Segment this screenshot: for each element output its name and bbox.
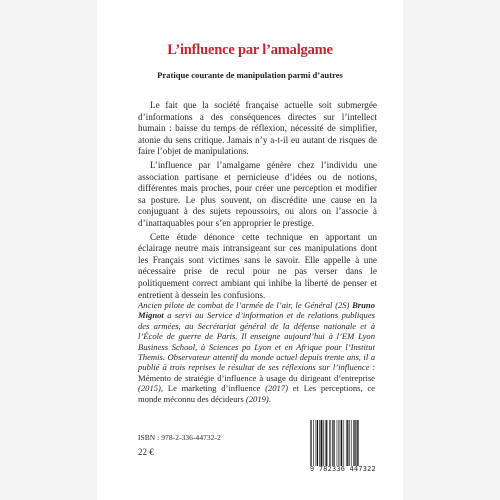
author-bio [138,300,375,404]
price: 22 € [138,447,154,457]
back-cover [97,0,403,500]
bio-text-4: : Mémento de stratégie d’influence à usage du dirigeant d’entreprise [138,362,375,383]
barcode-bar [329,420,330,466]
bio-text-7: . [268,393,271,404]
barcode-bar [325,420,326,466]
barcode-bar [311,420,312,466]
bio-year-3: (2019) [245,393,269,404]
barcode-bar [340,420,341,466]
summary-paragraph-3: Cette étude dénonce cette technique en apportant un éclairage neutre mais intransigeant sur ces manipulations dont les Français sont victimes sans le savoir. Elle appelle à une nécessaire prise de recul pour ne pas verser dans le politiquement correct ambiant qui inhibe la liberté de penser et entretient à dessein les confusions. [138,231,377,300]
barcode-bar [343,420,344,466]
barcode-bar [334,420,335,466]
barcode-bar [332,420,333,466]
bio-text-5: , Le marketing d’influence [160,383,266,394]
summary-text [138,100,377,303]
summary-paragraph-1: Le fait que la société française actuelle soit submergée d’informations a des conséquences directes sur l’intellect humain : baisse du temps de réflexion, nécessité de simplifier, atonie du sens critique. Jamais n’y a-t-il eu autant de risques de faire l’objet de manipulations. [138,100,377,157]
bio-text-3: le résultat de ses réflexions sur l’influence [218,362,370,373]
barcode-bar [316,420,317,466]
book-title: L’influence par l’amalgame [167,42,333,58]
barcode-bar [317,420,318,466]
barcode-image [309,420,381,466]
isbn: ISBN : 978-2-336-44732-2 [138,433,221,442]
barcode-bar [347,420,348,466]
barcode-bar [321,420,323,466]
bio-year-1: (2015) [138,383,161,394]
barcode-bar [346,420,347,466]
barcode-bar [339,420,340,466]
barcode-bar [323,420,324,466]
barcode-bar [330,420,331,466]
author-name: Bruno Mignot [138,300,375,321]
bio-text-2: a servi au Service d’information et de relations publiques des armées, au Secrétariat général de la défense nationale et à l’École de guerre de Paris. Il enseigne aujourd’hui à l’EM Lyon Business School, à Sciences po Lyon et en Afrique pour l’Institut Themis. Observateur attentif du monde actuel depuis trente ans, il a publié à trois reprises [138,310,375,373]
bio-text-1: Ancien pilote de combat de l’armée de l’air, le Général (2S) [138,300,353,310]
bio-year-2: (2017) [265,383,289,394]
barcode-bar [319,420,320,466]
barcode-bar [326,420,327,466]
barcode-bar [353,420,354,466]
barcode-bar [358,420,359,466]
barcode-bar [357,420,358,466]
barcode-bar [355,420,356,466]
barcode-bar [310,420,311,466]
book-subtitle: Pratique courante de manipulation parmi d’autres [157,70,343,80]
summary-paragraph-2: L’influence par l’amalgame génère chez l’individu une association partisane et pernicieuse d’idées ou de notions, différentes mais proches, pour créer une perception et modifier sa posture. Le plus souvent, on discrédite une cause en la conjuguant à des sujets repoussoirs, ou alors on l’associe à d’inattaquables pour s’en approprier le prestige. [138,159,377,228]
barcode-bar [351,420,352,466]
bio-text-6: et Les perceptions, ce monde méconnu des décideurs [138,383,375,404]
barcode-bar [337,420,338,466]
barcode-bar [349,420,350,466]
barcode-digits: 9 782336 447322 [310,465,376,473]
barcode-bar [313,420,314,466]
barcode-bar [341,420,342,466]
